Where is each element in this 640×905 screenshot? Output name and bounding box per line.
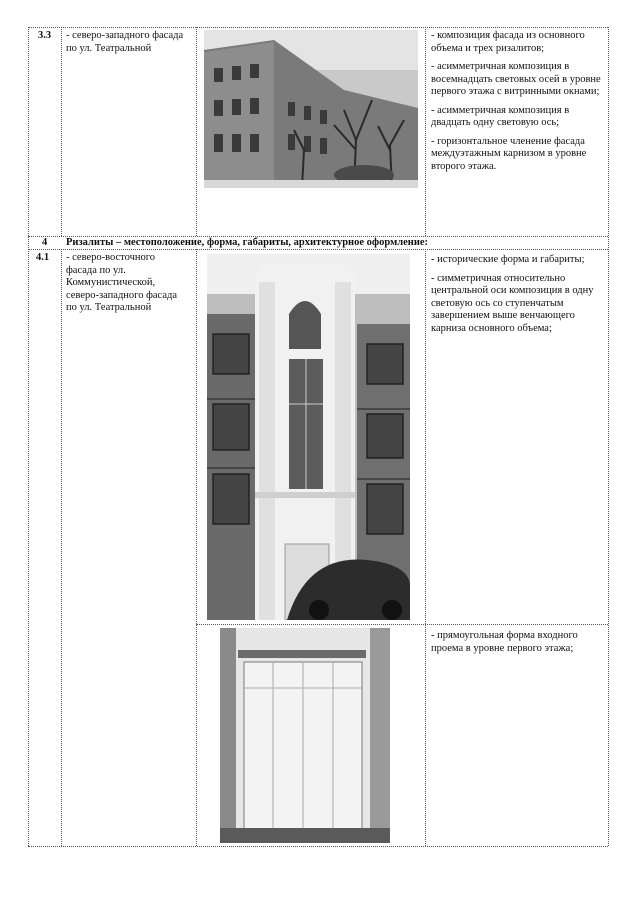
row-number: 4.1	[36, 252, 50, 263]
facade-features-list	[431, 30, 603, 179]
entrance-photo	[220, 628, 390, 843]
feature-item: - горизонтальное членение фасада междуэтажным карнизом в уровне второго этажа.	[431, 135, 587, 172]
row-number: 3.3	[38, 30, 52, 41]
feature-item: - композиция фасада из основного объема и трех ризалитов;	[431, 30, 585, 54]
entrance-features-list	[431, 630, 603, 661]
table-border-right	[608, 27, 609, 846]
risalit-photo	[207, 254, 410, 620]
column-divider	[425, 249, 426, 846]
facade-photo-northwest	[204, 30, 418, 188]
feature-item: - асимметричная композиция в двадцать одну световую ось;	[431, 104, 570, 128]
column-divider	[61, 27, 62, 236]
table-border-top	[28, 27, 608, 28]
section-heading: Ризалиты – местоположение, форма, габариты, архитектурное оформление:	[66, 237, 429, 248]
feature-item: - прямоугольная форма входного проема в уровне первого этажа;	[431, 630, 578, 654]
column-divider	[196, 27, 197, 236]
section-number: 4	[42, 237, 48, 248]
feature-item: - симметричная относительно центральной оси композиция в одну световую ось со ступенчатым завершением выше венчающего карниза основного объема;	[431, 272, 594, 334]
facade-location: - северо-западного фасада по ул. Театральной	[66, 30, 184, 54]
column-divider	[61, 249, 62, 846]
feature-item: - асимметричная композиция в восемнадцать световых осей в уровне первого этажа с витринными окнами;	[431, 61, 601, 97]
row-divider	[196, 624, 608, 625]
feature-item: - исторические форма и габариты;	[431, 254, 585, 265]
column-divider	[425, 27, 426, 236]
table-border-left	[28, 27, 29, 846]
table-border-bottom	[28, 846, 608, 847]
column-divider	[196, 249, 197, 846]
risalit-location: - северо-восточного фасада по ул. Коммунистической, северо-западного фасада по ул. Театральной	[66, 252, 177, 313]
risalit-features-list	[431, 254, 603, 341]
